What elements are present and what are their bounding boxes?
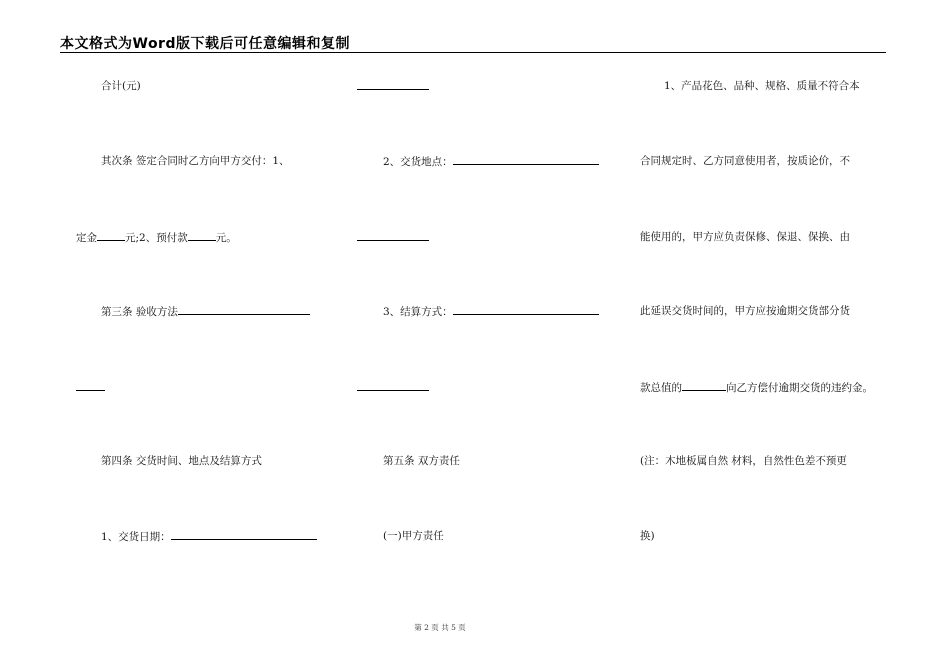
- col2-delivery-place-line: [383, 154, 599, 169]
- col1-total-label: 合计(元): [101, 80, 141, 92]
- delivery-place-blank: [453, 154, 599, 165]
- col1-article3-line: [101, 304, 310, 319]
- deposit-label: 定金: [76, 232, 97, 244]
- yuan-label: 元。: [215, 232, 237, 244]
- document-header: 本文格式为Word版下载后可任意编辑和复制: [60, 36, 350, 52]
- delivery-place-label: 2、交货地点：: [383, 156, 453, 168]
- col2-blank-3: [357, 380, 429, 391]
- col2-blank-line-1: [357, 79, 429, 94]
- col3-line-2: 合同规定时、乙方同意使用者，按质论价，不: [640, 155, 850, 167]
- settlement-label: 3、结算方式：: [383, 306, 453, 318]
- penalty-blank: [682, 380, 726, 391]
- col2-blank-line-3: [357, 380, 429, 395]
- col2-blank-2: [357, 230, 429, 241]
- delivery-date-label: 1、交货日期：: [101, 531, 171, 543]
- col2-blank-1: [357, 79, 429, 90]
- col3-line-4: 此延误交货时间的，甲方应按逾期交货部分货: [640, 305, 850, 317]
- inspection-blank-cont: [76, 380, 105, 391]
- settlement-blank: [453, 304, 599, 315]
- col2-party-a-duty: (一)甲方责任: [383, 530, 444, 542]
- article3-label: 第三条 验收方法: [101, 306, 178, 318]
- penalty-label: 款总值的: [640, 382, 682, 394]
- prepay-label: 元;2、预付款: [125, 232, 188, 244]
- col3-note: (注：木地板属自然 材料，自然性色差不预更: [640, 455, 847, 467]
- inspection-blank: [178, 304, 310, 315]
- delivery-date-blank: [171, 529, 317, 540]
- col3-line-1: 1、产品花色、品种、规格、质量不符合本: [664, 80, 860, 92]
- prepay-blank: [188, 230, 216, 241]
- deposit-blank: [97, 230, 125, 241]
- col3-line-5: [640, 380, 873, 395]
- col2-article5: 第五条 双方责任: [383, 455, 460, 467]
- col1-blank-line: [76, 380, 105, 395]
- col1-deposit-line: [76, 230, 237, 245]
- col1-delivery-date-line: [101, 529, 317, 544]
- col2-blank-line-2: [357, 230, 429, 245]
- col3-line-3: 能使用的，甲方应负责保修、保退、保换、由: [640, 231, 850, 243]
- header-rule: [60, 52, 886, 53]
- col3-note-end: 换): [640, 530, 655, 542]
- col1-article4: 第四条 交货时间、地点及结算方式: [101, 455, 262, 467]
- col1-article2: 其次条 签定合同时乙方向甲方交付：1、: [101, 155, 290, 167]
- page-number: 第 2 页 共 5 页: [414, 623, 466, 632]
- penalty-text: 向乙方偿付逾期交货的违约金。: [726, 382, 873, 394]
- col2-settlement-line: [383, 304, 599, 319]
